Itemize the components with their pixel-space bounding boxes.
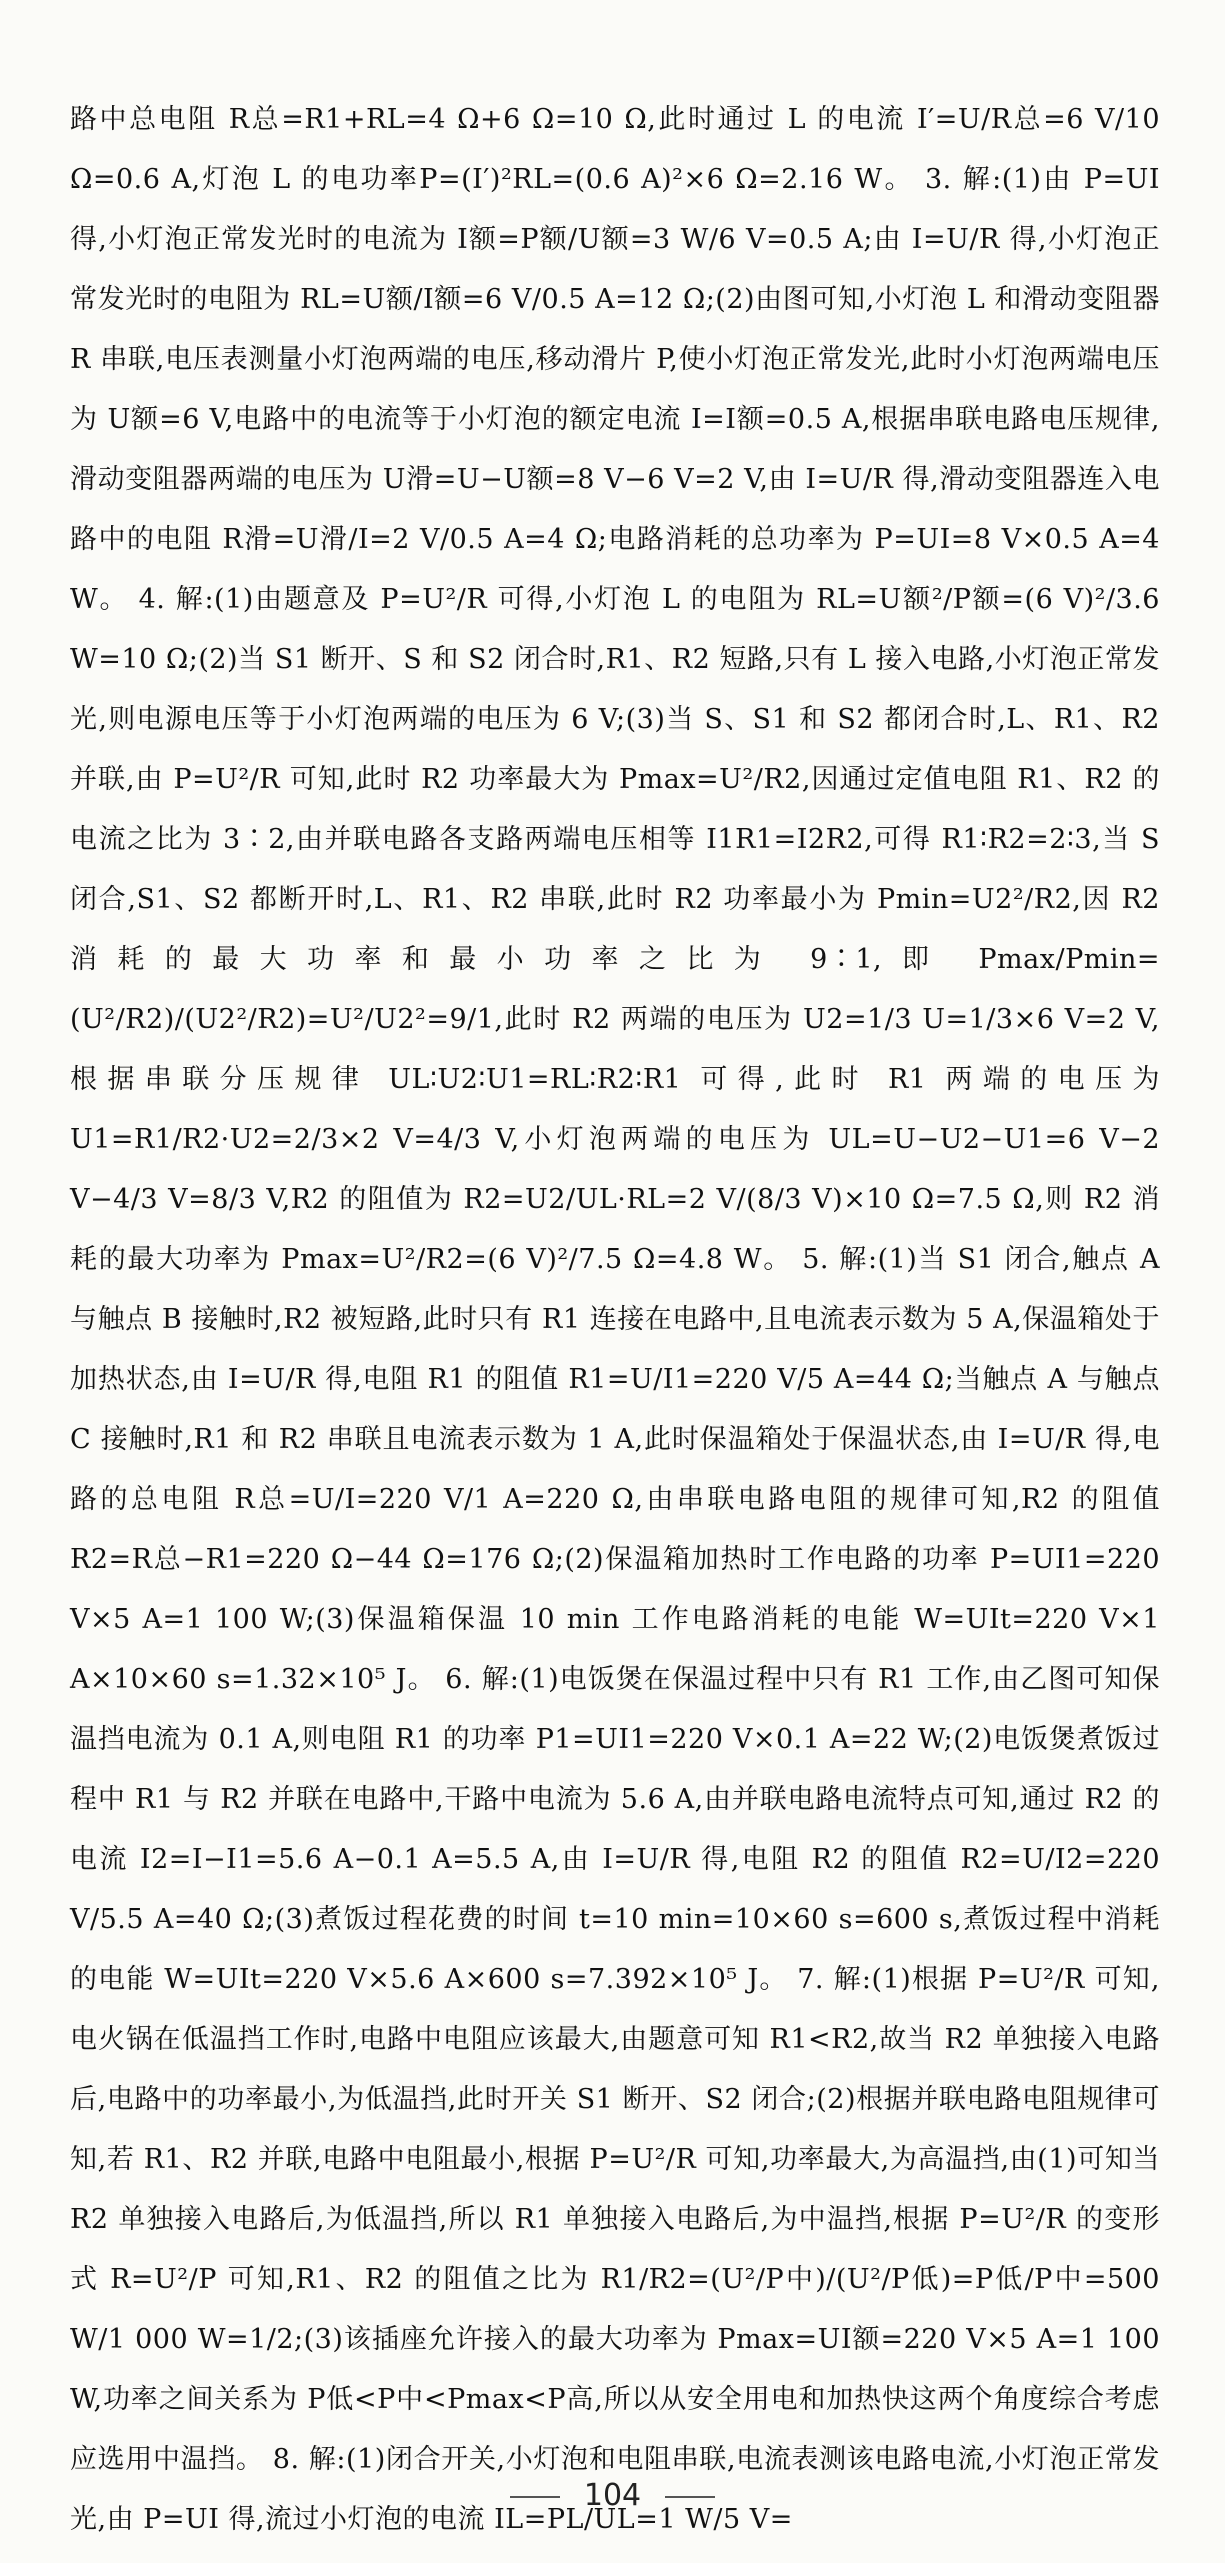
page-number: 104 xyxy=(583,2478,642,2513)
footer-left-rule xyxy=(510,2496,560,2498)
page-footer xyxy=(0,2478,1225,2513)
footer-right-rule xyxy=(665,2496,715,2498)
solution-text: 路中总电阻 R总=R1+RL=4 Ω+6 Ω=10 Ω,此时通过 L 的电流 I′=U/R总=6 V/10 Ω=0.6 A,灯泡 L 的电功率P=(I′)²RL=(0.6 A)²×6 Ω=2.16 W。 3. 解:(1)由 P=UI 得,小灯泡正常发光时的电流为 I额=P额/U额=3 W/6 V=0.5 A;由 I=U/R 得,小灯泡正常发光时的电阻为 RL=U额/I额=6 V/0.5 A=12 Ω;(2)由图可知,小灯泡 L 和滑动变阻器 R 串联,电压表测量小灯泡两端的电压,移动滑片 P,使小灯泡正常发光,此时小灯泡两端电压为 U额=6 V,电路中的电流等于小灯泡的额定电流 I=I额=0.5 A,根据串联电路电压规律,滑动变阻器两端的电压为 U滑=U−U额=8 V−6 V=2 V,由 I=U/R 得,滑动变阻器连入电路中的电阻 R滑=U滑/I=2 V/0.5 A=4 Ω;电路消耗的总功率为 P=UI=8 V×0.5 A=4 W。 4. 解:(1)由题意及 P=U²/R 可得,小灯泡 L 的电阻为 RL=U额²/P额=(6 V)²/3.6 W=10 Ω;(2)当 S1 断开、S 和 S2 闭合时,R1、R2 短路,只有 L 接入电路,小灯泡正常发光,则电源电压等于小灯泡两端的电压为 6 V;(3)当 S、S1 和 S2 都闭合时,L、R1、R2 并联,由 P=U²/R 可知,此时 R2 功率最大为 Pmax=U²/R2,因通过定值电阻 R1、R2 的电流之比为 3∶2,由并联电路各支路两端电压相等 I1R1=I2R2,可得 R1∶R2=2∶3,当 S 闭合,S1、S2 都断开时,L、R1、R2 串联,此时 R2 功率最小为 Pmin=U2²/R2,因 R2 消耗的最大功率和最小功率之比为 9∶1,即 Pmax/Pmin=(U²/R2)/(U2²/R2)=U²/U2²=9/1,此时 R2 两端的电压为 U2=1/3 U=1/3×6 V=2 V,根据串联分压规律 UL∶U2∶U1=RL∶R2∶R1 可得,此时 R1 两端的电压为 U1=R1/R2·U2=2/3×2 V=4/3 V,小灯泡两端的电压为 UL=U−U2−U1=6 V−2 V−4/3 V=8/3 V,R2 的阻值为 R2=U2/UL·RL=2 V/(8/3 V)×10 Ω=7.5 Ω,则 R2 消耗的最大功率为 Pmax=U²/R2=(6 V)²/7.5 Ω=4.8 W。 5. 解:(1)当 S1 闭合,触点 A 与触点 B 接触时,R2 被短路,此时只有 R1 连接在电路中,且电流表示数为 5 A,保温箱处于加热状态,由 I=U/R 得,电阻 R1 的阻值 R1=U/I1=220 V/5 A=44 Ω;当触点 A 与触点 C 接触时,R1 和 R2 串联且电流表示数为 1 A,此时保温箱处于保温状态,由 I=U/R 得,电路的总电阻 R总=U/I=220 V/1 A=220 Ω,由串联电路电阻的规律可知,R2 的阻值 R2=R总−R1=220 Ω−44 Ω=176 Ω;(2)保温箱加热时工作电路的功率 P=UI1=220 V×5 A=1 100 W;(3)保温箱保温 10 min 工作电路消耗的电能 W=UIt=220 V×1 A×10×60 s=1.32×10⁵ J。 6. 解:(1)电饭煲在保温过程中只有 R1 工作,由乙图可知保温挡电流为 0.1 A,则电阻 R1 的功率 P1=UI1=220 V×0.1 A=22 W;(2)电饭煲煮饭过程中 R1 与 R2 并联在电路中,干路中电流为 5.6 A,由并联电路电流特点可知,通过 R2 的电流 I2=I−I1=5.6 A−0.1 A=5.5 A,由 I=U/R 得,电阻 R2 的阻值 R2=U/I2=220 V/5.5 A=40 Ω;(3)煮饭过程花费的时间 t=10 min=10×60 s=600 s,煮饭过程中消耗的电能 W=UIt=220 V×5.6 A×600 s=7.392×10⁵ J。 7. 解:(1)根据 P=U²/R 可知,电火锅在低温挡工作时,电路中电阻应该最大,由题意可知 R1<R2,故当 R2 单独接入电路后,电路中的功率最小,为低温挡,此时开关 S1 断开、S2 闭合;(2)根据并联电路电阻规律可知,若 R1、R2 并联,电路中电阻最小,根据 P=U²/R 可知,功率最大,为高温挡,由(1)可知当 R2 单独接入电路后,为低温挡,所以 R1 单独接入电路后,为中温挡,根据 P=U²/R 的变形式 R=U²/P 可知,R1、R2 的阻值之比为 R1/R2=(U²/P中)/(U²/P低)=P低/P中=500 W/1 000 W=1/2;(3)该插座允许接入的最大功率为 Pmax=UI额=220 V×5 A=1 100 W,功率之间关系为 P低<P中<Pmax<P高,所以从安全用电和加热快这两个角度综合考虑应选用中温挡。 8. 解:(1)闭合开关,小灯泡和电阻串联,电流表测该电路电流,小灯泡正常发光,由 P=UI 得,流过小灯泡的电流 IL=PL/UL=1 W/5 V= xyxy=(70,104,1160,2535)
document-body xyxy=(70,90,1160,2550)
